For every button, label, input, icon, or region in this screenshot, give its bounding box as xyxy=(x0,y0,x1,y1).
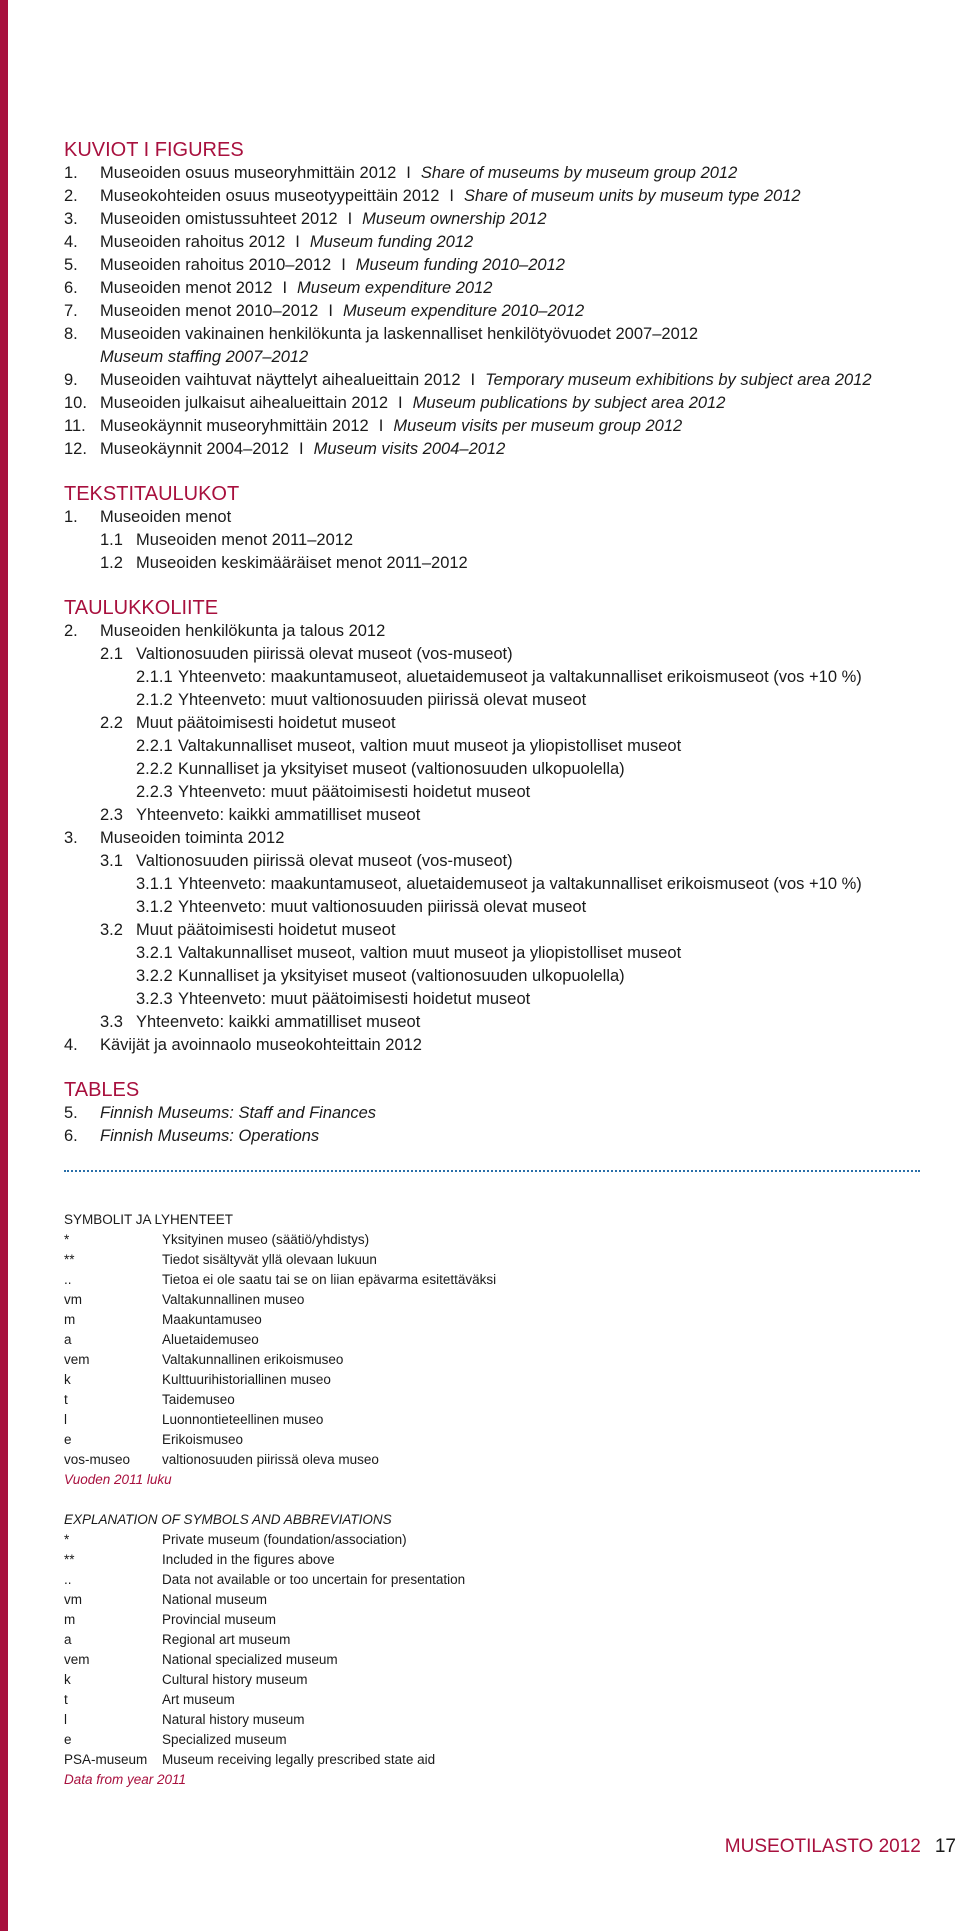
text-table-item: 1.2 Museoiden keskimääräiset menot 2011–2012 xyxy=(100,554,468,572)
appendix-item: 2.2 Muut päätoimisesti hoidetut museot xyxy=(100,714,396,732)
dotted-divider xyxy=(64,1170,920,1172)
appendix-item: 2.1.1 Yhteenveto: maakuntamuseot, aluetaidemuseot ja valtakunnalliset erikoismuseot (vos +10 %) xyxy=(136,668,862,686)
page-content xyxy=(64,138,924,1790)
symbol-row: k Kulttuurihistoriallinen museo xyxy=(64,1372,331,1387)
symbol-row: vem National specialized museum xyxy=(64,1652,338,1667)
appendix-item: 2.2.3 Yhteenveto: muut päätoimisesti hoidetut museot xyxy=(136,783,531,801)
appendix-item: 4. Kävijät ja avoinnaolo museokohteittain 2012 xyxy=(64,1036,422,1054)
appendix-item: 2.2.2 Kunnalliset ja yksityiset museot (valtionosuuden ulkopuolella) xyxy=(136,760,625,778)
text-table-item: 1.1 Museoiden menot 2011–2012 xyxy=(100,531,354,549)
appendix-item: 3.1 Valtionosuuden piirissä olevat museot (vos-museot) xyxy=(100,852,513,870)
figure-item: 9. Museoiden vaihtuvat näyttelyt aihealueittain 2012 I Temporary museum exhibitions by subject area 2012 xyxy=(64,371,872,389)
appendix-item: 3.1.1 Yhteenveto: maakuntamuseot, aluetaidemuseot ja valtakunnalliset erikoismuseot (vos +10 %) xyxy=(136,875,862,893)
appendix-item: 3. Museoiden toiminta 2012 xyxy=(64,829,285,847)
symbol-row: .. Data not available or too uncertain for presentation xyxy=(64,1572,466,1587)
symbol-row: vos-museo valtionosuuden piirissä oleva museo xyxy=(64,1452,379,1467)
text-tables-heading: TEKSTITAULUKOT xyxy=(64,483,240,505)
figure-item: 5. Museoiden rahoitus 2010–2012 I Museum funding 2010–2012 xyxy=(64,256,565,274)
appendix-item: 2.3 Yhteenveto: kaikki ammatilliset museot xyxy=(100,806,421,824)
symbols-en-heading: EXPLANATION OF SYMBOLS AND ABBREVIATIONS xyxy=(64,1512,392,1527)
appendix-item: 3.2 Muut päätoimisesti hoidetut museot xyxy=(100,921,396,939)
figures-heading: KUVIOT I FIGURES xyxy=(64,139,244,161)
table-item: 5. Finnish Museums: Staff and Finances xyxy=(64,1104,377,1122)
page-number: 17 xyxy=(934,1836,956,1857)
symbol-row: ** Tiedot sisältyvät yllä olevaan lukuun xyxy=(64,1252,377,1267)
figure-item: 7. Museoiden menot 2010–2012 I Museum expenditure 2010–2012 xyxy=(64,302,585,320)
symbol-row: * Yksityinen museo (säätiö/yhdistys) xyxy=(64,1232,370,1247)
symbols-fi xyxy=(64,1210,924,1490)
symbol-row: ** Included in the figures above xyxy=(64,1552,335,1567)
appendix-item: 3.2.3 Yhteenveto: muut päätoimisesti hoidetut museot xyxy=(136,990,531,1008)
page-footer xyxy=(725,1835,956,1859)
figure-item: 2. Museokohteiden osuus museotyypeittäin 2012 I Share of museum units by museum type 2012 xyxy=(64,187,801,205)
symbol-row: * Private museum (foundation/association) xyxy=(64,1532,407,1547)
symbol-row: vm Valtakunnallinen museo xyxy=(64,1292,305,1307)
symbol-row: vm National museum xyxy=(64,1592,268,1607)
symbol-row: PSA-museum Museum receiving legally prescribed state aid xyxy=(64,1752,436,1767)
appendix-item: 3.3 Yhteenveto: kaikki ammatilliset museot xyxy=(100,1013,421,1031)
symbol-row: e Specialized museum xyxy=(64,1732,287,1747)
figure-item: 6. Museoiden menot 2012 I Museum expenditure 2012 xyxy=(64,279,493,297)
figure-item: 12. Museokäynnit 2004–2012 I Museum visits 2004–2012 xyxy=(64,440,506,458)
symbol-row: a Aluetaidemuseo xyxy=(64,1332,259,1347)
figure-item-continuation: Museum staffing 2007–2012 xyxy=(100,348,309,366)
figure-item: 8. Museoiden vakinainen henkilökunta ja laskennalliset henkilötyövuodet 2007–2012 xyxy=(64,325,699,343)
symbol-row: .. Tietoa ei ole saatu tai se on liian epävarma esitettäväksi xyxy=(64,1272,497,1287)
symbols-fi-heading: SYMBOLIT JA LYHENTEET xyxy=(64,1212,234,1227)
appendix-heading: TAULUKKOLIITE xyxy=(64,597,219,619)
symbol-row: a Regional art museum xyxy=(64,1632,291,1647)
symbols-en-note: Data from year 2011 xyxy=(64,1772,187,1787)
table-item: 6. Finnish Museums: Operations xyxy=(64,1127,320,1145)
figure-item: 4. Museoiden rahoitus 2012 I Museum funding 2012 xyxy=(64,233,474,251)
appendix-item: 3.2.2 Kunnalliset ja yksityiset museot (valtionosuuden ulkopuolella) xyxy=(136,967,625,985)
footer-title: MUSEOTILASTO 2012 xyxy=(724,1836,921,1857)
figure-item: 1. Museoiden osuus museoryhmittäin 2012 I Share of museums by museum group 2012 xyxy=(64,164,738,182)
symbol-row: e Erikoismuseo xyxy=(64,1432,244,1447)
symbol-row: l Luonnontieteellinen museo xyxy=(64,1412,324,1427)
appendix-item: 2.2.1 Valtakunnalliset museot, valtion muut museot ja yliopistolliset museot xyxy=(136,737,682,755)
symbol-row: t Taidemuseo xyxy=(64,1392,235,1407)
figure-item: 3. Museoiden omistussuhteet 2012 I Museum ownership 2012 xyxy=(64,210,547,228)
symbols-fi-note: Vuoden 2011 luku xyxy=(64,1472,172,1487)
figure-item: 11. Museokäynnit museoryhmittäin 2012 I Museum visits per museum group 2012 xyxy=(64,417,683,435)
appendix-item: 3.2.1 Valtakunnalliset museot, valtion muut museot ja yliopistolliset museot xyxy=(136,944,682,962)
symbol-row: k Cultural history museum xyxy=(64,1672,308,1687)
appendix-item: 2.1 Valtionosuuden piirissä olevat museot (vos-museot) xyxy=(100,645,513,663)
appendix-item: 3.1.2 Yhteenveto: muut valtionosuuden piirissä olevat museot xyxy=(136,898,587,916)
tables-heading: TABLES xyxy=(64,1079,140,1101)
text-table-item: 1. Museoiden menot xyxy=(64,508,232,526)
symbol-row: m Provincial museum xyxy=(64,1612,277,1627)
symbols-en xyxy=(64,1510,924,1790)
symbol-row: m Maakuntamuseo xyxy=(64,1312,262,1327)
symbol-row: t Art museum xyxy=(64,1692,235,1707)
side-accent-bar xyxy=(0,0,8,1931)
appendix-item: 2. Museoiden henkilökunta ja talous 2012 xyxy=(64,622,386,640)
figure-item: 10. Museoiden julkaisut aihealueittain 2012 I Museum publications by subject area 2012 xyxy=(64,394,726,412)
symbol-row: l Natural history museum xyxy=(64,1712,305,1727)
symbol-row: vem Valtakunnallinen erikoismuseo xyxy=(64,1352,344,1367)
appendix-item: 2.1.2 Yhteenveto: muut valtionosuuden piirissä olevat museot xyxy=(136,691,587,709)
